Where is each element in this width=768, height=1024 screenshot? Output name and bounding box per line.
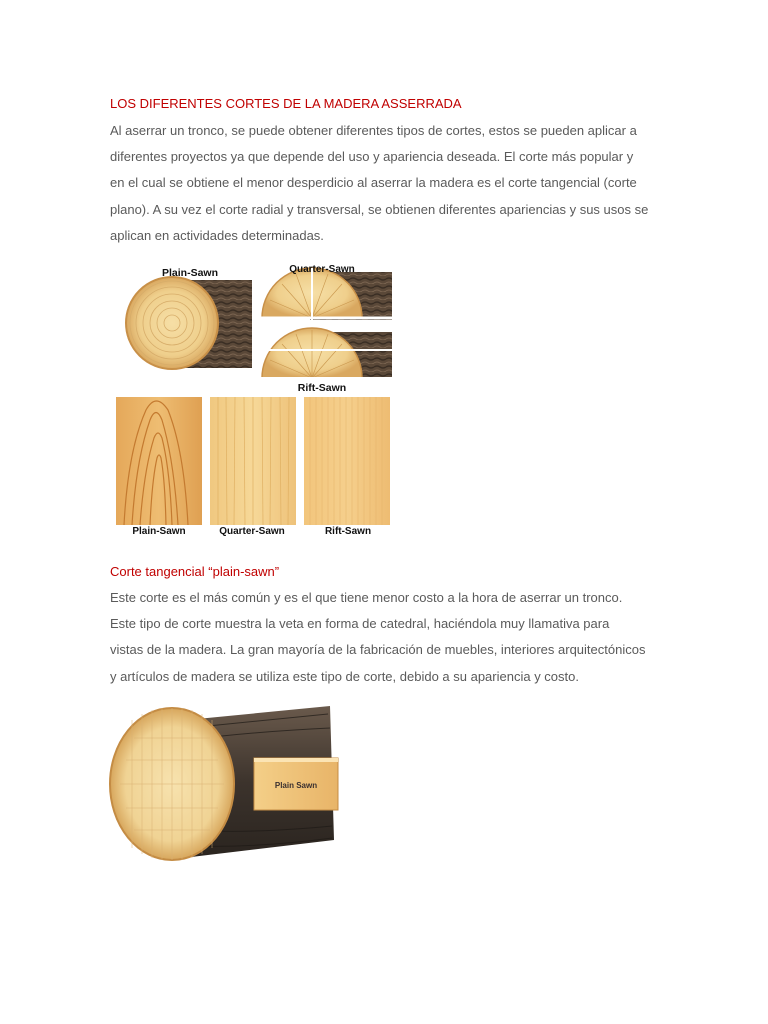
log-end-grain [110,708,234,860]
section-heading-plain-sawn: Corte tangencial “plain-sawn” [110,564,280,579]
rift-sawn-board [304,397,390,525]
intro-line: Al aserrar un tronco, se puede obtener diferentes tipos de cortes, estos se pueden aplicar a [110,123,637,138]
plain-sawn-line: Este corte es el más común y es el que tiene menor costo a la hora de aserrar un tronco. [110,590,623,605]
intro-line: aplican en actividades determinadas. [110,227,324,243]
quarter-sawn-log [260,268,394,320]
intro-line: diferentes proyectos ya que depende del uso y apariencia deseada. El corte más popular y [110,149,634,165]
plain-sawn-line: vistas de la madera. La gran mayoría de la fabricación de muebles, interiores arquitectónicos [110,642,646,658]
plain-sawn-board-text: Plain Sawn [274,781,318,790]
quarter-sawn-board [210,397,296,525]
quarter-sawn-board-label: Quarter-Sawn [219,526,285,537]
plain-sawn-title: Plain-Sawn [161,267,219,279]
rift-sawn-board-label: Rift-Sawn [324,526,372,537]
plain-sawn-paragraph [110,585,658,690]
intro-line: plano). A su vez el corte radial y transversal, se obtienen diferentes apariencias y sus usos se [110,201,649,217]
quarter-sawn-title: Quarter-Sawn [289,264,355,275]
plain-sawn-line: Este tipo de corte muestra la veta en forma de catedral, haciéndola muy llamativa para [110,616,610,632]
plain-sawn-log-figure [108,700,348,865]
plain-sawn-log [126,277,252,369]
intro-line: en el cual se obtiene el menor desperdicio al aserrar la madera es el corte tangencial (corte [110,175,637,191]
section-heading-cuts: LOS DIFERENTES CORTES DE LA MADERA ASSERRADA [110,96,462,111]
sawing-methods-figure [110,260,398,540]
plain-sawn-line: y artículos de madera se utiliza este tipo de corte, debido a su apariencia y costo. [110,668,579,684]
rift-sawn-log [260,328,394,378]
plain-sawn-board [116,397,202,525]
intro-paragraph [110,118,658,249]
rift-sawn-title: Rift-Sawn [297,382,347,394]
plain-sawn-board-label: Plain-Sawn [132,526,186,537]
